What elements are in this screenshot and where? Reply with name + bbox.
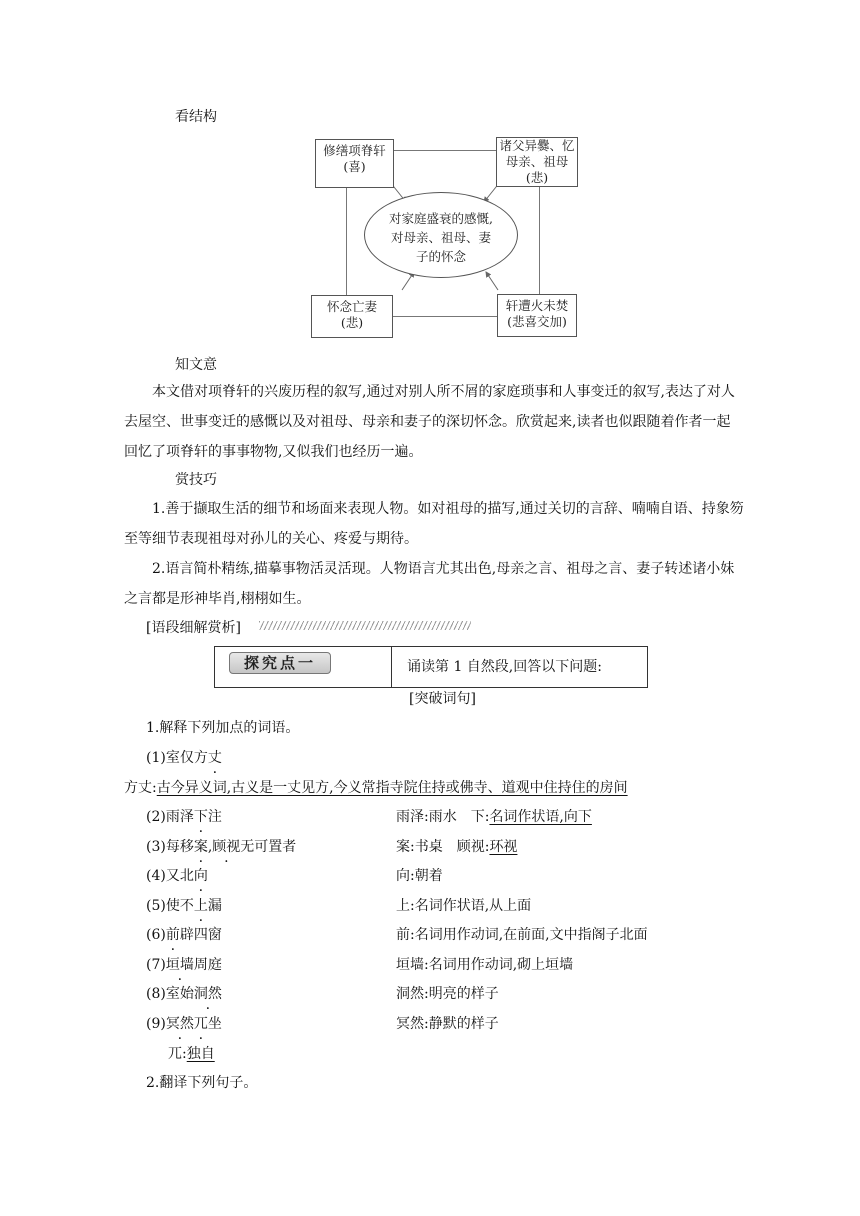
meaning-heading: 知文意 [175, 357, 217, 373]
diagram-box-top-left [315, 139, 394, 188]
item-3-answer [396, 836, 517, 856]
dotted-word: 前 [165, 927, 180, 943]
item-text: (8)室始 [146, 986, 194, 1002]
meaning-paragraph: 本文借对项脊轩的兴废历程的叙写,通过对别人所不屑的家庭琐事和人事变迁的叙写,表达了对人去屋空、世事变迁的感慨以及对祖母、母亲和妻子的深切怀念。欣赏起来,读者也似跟随着作者一起回忆了项脊轩的事事物物,又似我们也经历一遍。 [124, 384, 735, 460]
question-2-title: 2.翻译下列句子。 [146, 1075, 258, 1091]
ellipse-text: 对家庭盛衰的感慨, [389, 211, 493, 226]
dotted-word: 案 [193, 839, 208, 855]
item-7 [146, 954, 222, 974]
box-text: (悲喜交加) [507, 314, 567, 329]
item-text: (1)室仅方 [146, 750, 208, 766]
item-text: (6) [146, 927, 166, 943]
technique-item-2: 2.语言简朴精练,描摹事物活灵活现。人物语言尤其出色,母亲之言、祖母之言、妻子转述诸小妹之言都是形神毕肖,栩栩如生。 [124, 561, 735, 607]
item-text: , [207, 839, 213, 855]
breakthrough-label: [突破词句] [409, 691, 476, 707]
probe-question: 诵读第 1 自然段,回答以下问题: [407, 659, 602, 675]
item-text: (3)每移 [146, 839, 194, 855]
technique-heading: 赏技巧 [175, 472, 217, 488]
item-text: (4)又北 [146, 868, 194, 884]
dotted-word: 上 [193, 898, 208, 914]
answer-underlined: 环视 [489, 839, 518, 855]
box-text: 诸父异爨、忆 [499, 138, 575, 153]
item-2-answer [396, 806, 592, 826]
dotted-word: 向 [193, 868, 208, 884]
item-8-answer: 洞然:明亮的样子 [396, 986, 499, 1002]
item-text: 漏 [207, 898, 222, 914]
item-text: (5)使不 [146, 898, 194, 914]
item-text: 注 [207, 809, 222, 825]
dotted-word: 垣墙 [165, 957, 194, 973]
technique-item-1: 1.善于撷取生活的细节和场面来表现人物。如对祖母的描写,通过关切的言辞、喃喃自语、持象笏至等细节表现祖母对孙儿的关心、疼爱与期待。 [124, 501, 744, 547]
structure-heading: 看结构 [175, 109, 217, 125]
item-text: (7) [146, 957, 166, 973]
answer-underlined: 名词作状语,向下 [489, 809, 592, 825]
item-5 [146, 895, 222, 915]
item-6 [146, 924, 222, 944]
box-text: 修缮项脊轩 [323, 143, 386, 158]
box-text: 怀念亡妻 [326, 299, 377, 314]
item-4 [146, 865, 208, 885]
item-5-answer: 上:名词作状语,从上面 [396, 898, 532, 914]
answer-underlined: 独自 [186, 1046, 215, 1062]
dotted-word: 顾视 [212, 839, 241, 855]
item-text: (9) [146, 1016, 166, 1032]
item-4-answer: 向:朝着 [396, 868, 443, 884]
dotted-word: 兀 [193, 1016, 208, 1032]
item-8 [146, 983, 222, 1003]
item-text: 坐 [207, 1016, 222, 1032]
analysis-label: [语段细解赏析] [146, 620, 241, 636]
dotted-word: 下 [193, 809, 208, 825]
item-9-answer: 冥然:静默的样子 [396, 1016, 499, 1032]
item-9-extra-answer [168, 1043, 215, 1063]
box-text: 母亲、祖母 [505, 154, 569, 169]
ellipse-text: 子的怀念 [415, 249, 466, 264]
answer-text: 雨泽:雨水 下: [396, 809, 490, 825]
box-text: 轩遭火未焚 [505, 298, 569, 313]
answer-prefix: 兀: [168, 1046, 187, 1062]
box-text: (喜) [343, 159, 366, 174]
item-6-answer: 前:名词用作动词,在前面,文中指阁子北面 [396, 927, 648, 943]
dotted-word: 洞然 [193, 986, 222, 1002]
item-text: 无可置者 [240, 839, 297, 855]
item-2 [146, 806, 222, 826]
dotted-word: 冥然 [165, 1016, 194, 1032]
item-text: (2)雨泽 [146, 809, 194, 825]
answer-prefix: 方丈: [124, 780, 157, 796]
diagram-box-top-right [496, 137, 578, 187]
probe-table [214, 646, 648, 688]
item-text: 辟四窗 [179, 927, 222, 943]
dotted-word: 丈 [207, 750, 222, 766]
probe-badge: 探究点一 [229, 652, 331, 674]
question-1-title: 1.解释下列加点的词语。 [146, 720, 300, 736]
diagram-box-bottom-right [497, 294, 577, 337]
box-text: (悲) [340, 315, 364, 330]
item-1 [146, 747, 222, 767]
item-9 [146, 1013, 222, 1033]
diagram-center-ellipse [364, 192, 518, 278]
item-text: 周庭 [193, 957, 222, 973]
answer-text: 案:书桌 顾视: [396, 839, 490, 855]
item-7-answer: 垣墙:名词用作动词,砌上垣墙 [396, 957, 574, 973]
diagram-box-bottom-left [311, 295, 393, 338]
item-3 [146, 836, 296, 856]
probe-label-cell [215, 647, 392, 687]
ellipse-text: 对母亲、祖母、妻 [390, 230, 491, 245]
item-1-answer [124, 777, 628, 797]
answer-underlined: 古今异义词,古义是一丈见方,今义常指寺院住持或佛寺、道观中住持住的房间 [156, 780, 628, 796]
box-text: (悲) [525, 170, 549, 185]
hatch-decoration [259, 621, 471, 630]
